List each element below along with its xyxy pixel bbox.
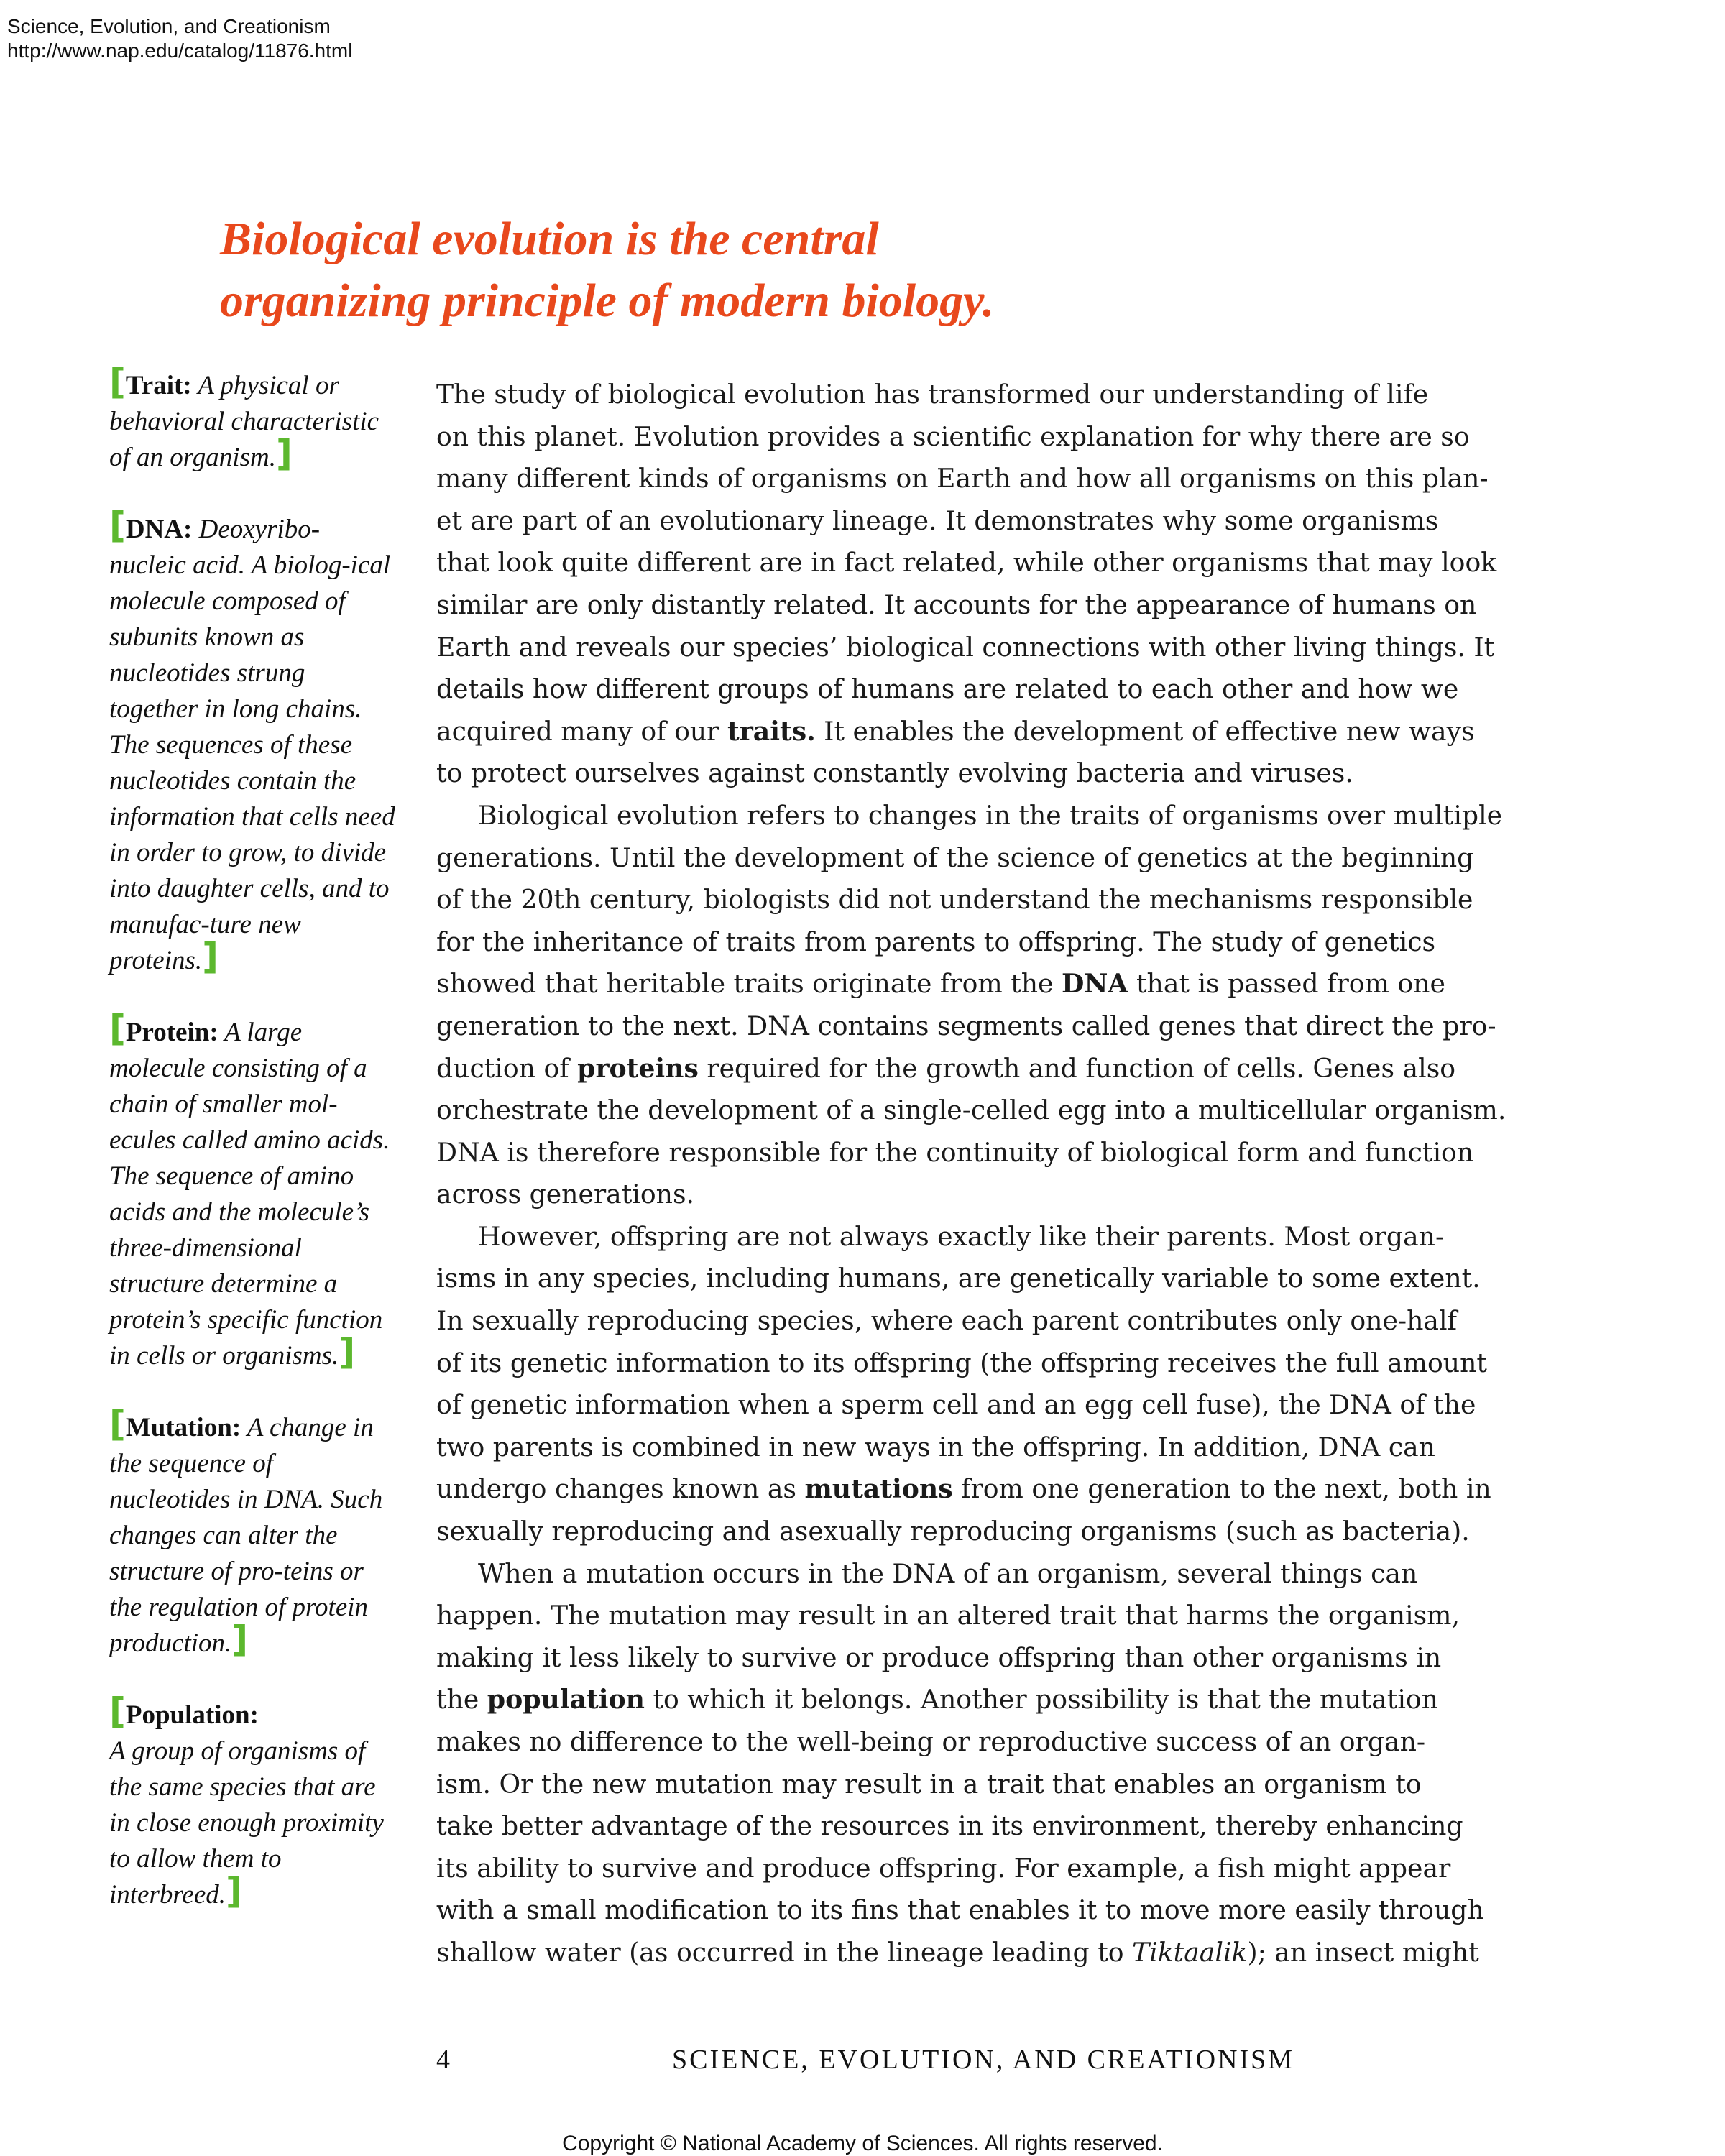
text-line: showed that heritable traits originate from the DNA that is passed from one — [436, 968, 1445, 1000]
text-line: the population to which it belongs. Another possibility is that the mutation — [436, 1684, 1438, 1715]
glossary-definition: nucleic acid. A biolog-ical molecule composed of subunits known as nucleotides strung together in long chains. The sequences of these nucleotides contain the information that cells need in order to grow, to divide into daughter cells, and to manufac-ture new proteins. — [109, 550, 395, 975]
text-line: ism. Or the new mutation may result in a trait that enables an organism to — [436, 1768, 1422, 1800]
text-line: take better advantage of the resources in its environment, thereby enhancing — [436, 1810, 1463, 1842]
text-line: making it less likely to survive or produce offspring than other organisms in — [436, 1641, 1442, 1673]
text-line: undergo changes known as mutations from one generation to the next, both in — [436, 1473, 1491, 1505]
glossary-definition: A group of organisms of the same species that are in close enough proximity to allow them to interbreed. — [109, 1736, 384, 1909]
glossary-definition-start: A change — [241, 1413, 346, 1442]
glossary-entry-population — [109, 1690, 397, 1913]
glossary-sidebar — [109, 361, 397, 1949]
open-bracket-icon: [ — [109, 1403, 126, 1445]
open-bracket-icon: [ — [109, 1690, 126, 1732]
text-line: generations. Until the development of the science of genetics at the beginning — [436, 842, 1474, 873]
headline-line-2: organizing principle of modern biology. — [220, 275, 995, 327]
close-bracket-icon: ] — [339, 1331, 356, 1373]
close-bracket-icon: ] — [275, 433, 293, 474]
text-line: sexually reproducing and asexually reproducing organisms (such as bacteria). — [436, 1516, 1470, 1547]
close-bracket-icon: ] — [231, 1618, 249, 1660]
page-number: 4 — [436, 2045, 450, 2075]
text-line: for the inheritance of traits from parents to offspring. The study of genetics — [436, 926, 1436, 957]
glossary-definition: molecule consisting of a chain of smaller mol-ecules called amino acids. The sequence of amino acids and the molecule’s three-dimensional structure determine a protein’s specific function in cells or organisms. — [109, 1054, 390, 1370]
text-line: duction of proteins required for the growth and function of cells. Genes also — [436, 1052, 1456, 1084]
glossary-entry-mutation — [109, 1403, 397, 1662]
headline-line-1: Biological evolution is the central — [220, 213, 879, 265]
keyword-mutations: mutations — [804, 1473, 953, 1505]
open-bracket-icon: [ — [109, 505, 126, 546]
paragraph-4 — [436, 1553, 1513, 1974]
text-line: details how different groups of humans are related to each other and how we — [436, 673, 1459, 705]
keyword-proteins: proteins — [577, 1052, 699, 1084]
text-line: happen. The mutation may result in an altered trait that harms the organism, — [436, 1600, 1460, 1631]
text-line: that look quite different are in fact related, while other organisms that may look — [436, 547, 1497, 579]
document-header — [7, 14, 352, 63]
text-line: acquired many of our traits. It enables the development of effective new ways — [436, 715, 1475, 747]
text-line: Earth and reveals our species’ biological connections with other living things. It — [436, 631, 1495, 663]
text-line: two parents is combined in new ways in the offspring. In addition, DNA can — [436, 1431, 1435, 1462]
glossary-entry-trait — [109, 361, 397, 476]
text-line: orchestrate the development of a single-celled egg into a multicellular organism. — [436, 1095, 1506, 1126]
text-line: many different kinds of organisms on Earth and how all organisms on this plan- — [436, 463, 1489, 494]
page-headline — [220, 208, 1370, 332]
text-line: of the 20th century, biologists did not understand the mechanisms responsible — [436, 884, 1473, 916]
keyword-population: population — [487, 1684, 645, 1715]
glossary-term: Population: — [125, 1700, 259, 1730]
close-bracket-icon: ] — [202, 936, 219, 977]
text-line: to protect ourselves against constantly evolving bacteria and viruses. — [436, 757, 1353, 789]
open-bracket-icon: [ — [109, 361, 126, 402]
text-line: isms in any species, including humans, are genetically variable to some extent. — [436, 1263, 1481, 1294]
text-line: However, offspring are not always exactly like their parents. Most organ- — [478, 1220, 1445, 1252]
text-line: with a small modification to its fins that enables it to move more easily through — [436, 1894, 1484, 1926]
text-line: et are part of an evolutionary lineage. It demonstrates why some organisms — [436, 505, 1439, 536]
text-line: of its genetic information to its offspring (the offspring receives the full amount — [436, 1347, 1487, 1378]
open-bracket-icon: [ — [109, 1008, 126, 1049]
glossary-definition: or behavioral characteristic of an organism. — [109, 371, 380, 472]
copyright-notice: Copyright © National Academy of Sciences. All rights reserved. — [562, 2132, 1163, 2155]
glossary-term: Protein: — [125, 1018, 218, 1047]
text-line: In sexually reproducing species, where each parent contributes only one-half — [436, 1305, 1457, 1337]
close-bracket-icon: ] — [226, 1870, 242, 1912]
header-title: Science, Evolution, and Creationism — [7, 15, 331, 37]
glossary-definition: in the sequence of nucleotides in DNA. Such changes can alter the structure of pro-teins or the regulation of protein production. — [109, 1413, 383, 1658]
text-line: DNA is therefore responsible for the continuity of biological form and function — [436, 1136, 1474, 1168]
glossary-entry-protein — [109, 1008, 397, 1374]
header-url[interactable]: http://www.nap.edu/catalog/11876.html — [7, 40, 353, 62]
text-line: The study of biological evolution has transformed our understanding of life — [436, 379, 1429, 410]
paragraph-1 — [436, 374, 1513, 795]
text-line: of genetic information when a sperm cell and an egg cell fuse), the DNA of the — [436, 1389, 1476, 1421]
glossary-term: Trait: — [125, 371, 192, 400]
paragraph-3 — [436, 1216, 1513, 1553]
paragraph-2 — [436, 795, 1513, 1216]
glossary-definition-start: A physical — [191, 371, 309, 400]
text-line: across generations. — [436, 1179, 695, 1210]
text-line: makes no difference to the well-being or reproductive success of an organ- — [436, 1726, 1426, 1757]
text-line: its ability to survive and produce offspring. For example, a fish might appear — [436, 1852, 1451, 1884]
text-line: shallow water (as occurred in the lineage leading to Tiktaalik); an insect might — [436, 1936, 1479, 1968]
text-line: When a mutation occurs in the DNA of an organism, several things can — [478, 1557, 1418, 1589]
text-line: similar are only distantly related. It accounts for the appearance of humans on — [436, 589, 1477, 620]
glossary-definition-start: A large — [218, 1018, 303, 1047]
body-text — [436, 374, 1513, 1974]
glossary-term: Mutation: — [125, 1413, 242, 1442]
glossary-entry-dna — [109, 505, 397, 979]
text-line: on this planet. Evolution provides a scientific explanation for why there are so — [436, 420, 1470, 452]
text-line: generation to the next. DNA contains segments called genes that direct the pro- — [436, 1010, 1496, 1041]
keyword-traits: traits. — [727, 715, 816, 747]
species-name: Tiktaalik — [1132, 1936, 1248, 1968]
glossary-definition-start: Deoxyribo- — [192, 515, 321, 544]
glossary-term: DNA: — [125, 515, 193, 544]
text-line: Biological evolution refers to changes in the traits of organisms over multiple — [478, 799, 1503, 831]
keyword-dna: DNA — [1061, 968, 1128, 1000]
running-head: SCIENCE, EVOLUTION, AND CREATIONISM — [672, 2045, 1295, 2075]
